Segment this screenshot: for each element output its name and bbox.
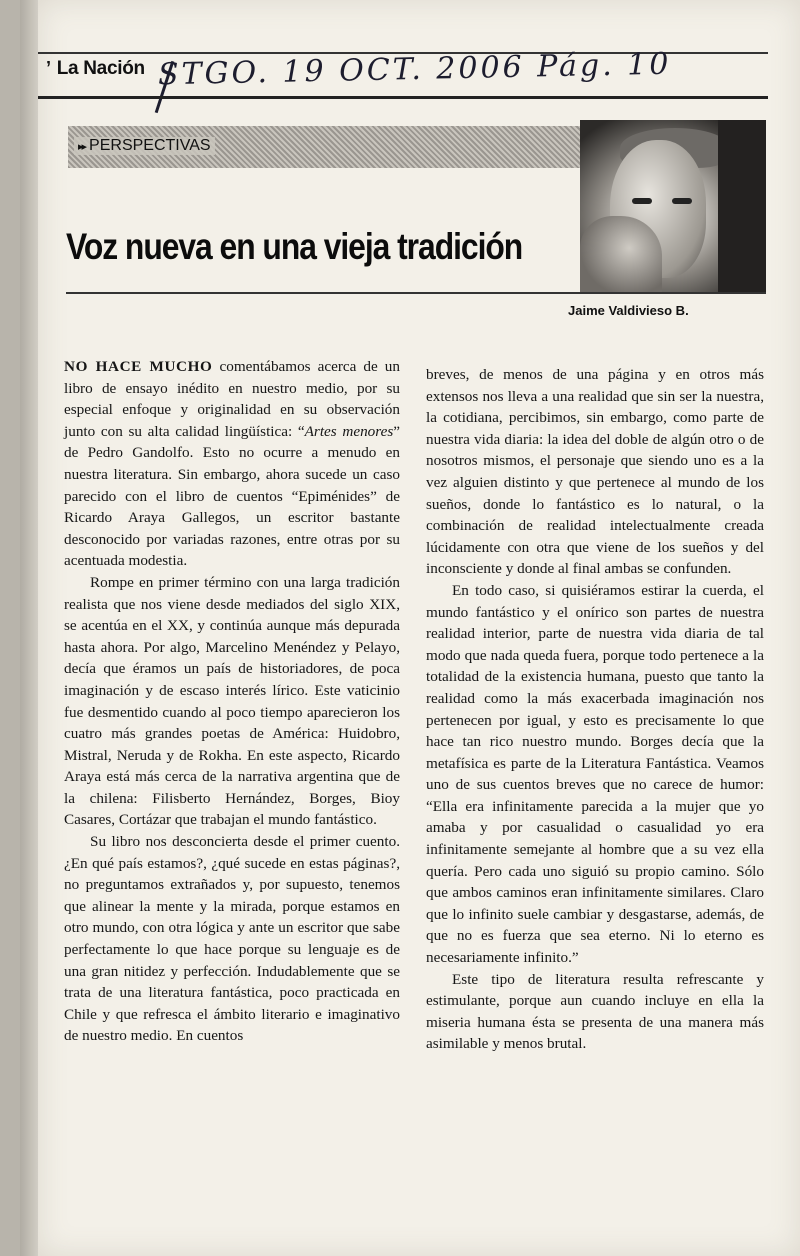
paragraph: Este tipo de literatura resulta refrescante y estimulante, porque aun cuando incluye en ella la miseria humana ésta se presenta de una manera más asimilable y menos brutal. — [426, 970, 764, 1053]
handwritten-date-note: STGO. 19 OCT. 2006 Pág. 10 — [157, 46, 672, 93]
photo-eye-right — [672, 198, 692, 204]
lead-in: NO HACE MUCHO — [64, 358, 213, 375]
author-photo — [580, 120, 766, 292]
paragraph: Rompe en primer término con una larga tradición realista que nos viene desde mediados del siglo XIX, se acentúa en el XX, y continúa aunque más depurada hasta ahora. Por algo, Marcelino Menéndez y Pelayo, decía que éramos un país de historiadores, de poca imaginación y de escaso interés lírico. Este vaticinio fue desmentido cuando al poco tiempo aparecieron los cuatro más grandes poetas de América: Huidobro, Mistral, Neruda y de Rokha. En este aspecto, Ricardo Araya está más cerca de la narrativa argentina que de la chilena: Filisberto Hernández, Borges, Bioy Casares, Cortázar que trabajan el mundo fantástico. — [64, 573, 400, 829]
paragraph: Su libro nos desconcierta desde el primer cuento. ¿En qué país estamos?, ¿qué sucede en estas páginas?, no preguntamos extrañados y, por supuesto, tenemos que alinear la mente y la mirada, porque estamos en otro mundo, con otra lógica y ante un escritor que sabe perfectamente lo que hace porque su lenguaje es de una gran nitidez y perfección. Indudablemente que se trata de una literatura fantástica, poco practicada en Chile y que refresca el ámbito literario e imaginativo de nuestro medio. En cuentos — [64, 833, 400, 1045]
section-label — [74, 137, 215, 155]
paragraph-text: comentábamos acerca de un libro de ensayo inédito en nuestro medio, por su especial enfoque y originalidad en su observación junto con su alta calidad lingüística: “ — [64, 358, 400, 440]
masthead — [46, 58, 145, 80]
photo-hand — [580, 216, 662, 292]
article-column-right — [426, 364, 764, 1055]
masthead-tick: ’ — [46, 58, 51, 78]
photo-shadow — [718, 120, 766, 292]
headline-rule — [66, 292, 766, 294]
photo-eye-left — [632, 198, 652, 204]
section-name: PERSPECTIVAS — [89, 137, 211, 154]
article-column-left — [64, 356, 400, 1047]
article-headline: Voz nueva en una vieja tradición — [66, 226, 523, 267]
masthead-bottom-rule — [38, 96, 768, 99]
paragraph — [64, 356, 400, 572]
book-title: Artes menores — [304, 422, 394, 440]
paragraph: breves, de menos de una página y en otros más extensos nos lleva a una realidad que sin ser la nuestra, la cotidiana, percibimos, sin embargo, como parte de nuestra vida diaria: la idea del doble de algún otro o de nosotros mismos, el personaje que siendo uno es a la vez alguien distinto y que pertenece al mundo de los sueños, donde lo fantástico es lo natural, o la combinación de realidad intelectualmente creada lúcidamente con otra que viene de los sueños y del inconsciente y donde al final ambas se confunden. — [426, 366, 764, 578]
article-byline: Jaime Valdivieso B. — [568, 303, 689, 318]
double-arrow-icon: ▸▸ — [78, 141, 86, 153]
paragraph: En todo caso, si quisiéramos estirar la cuerda, el mundo fantástico y el onírico son partes de nuestra realidad interior, parte de nuestra vida diaria de tal modo que nada queda fuera, porque todo pertenece a la totalidad de la existencia humana, puesto que tanto la realidad como la más exacerbada imaginación nos pertenecen por igual, y esto es precisamente lo que hace tan rico nuestro mundo. Borges decía que la metafísica es parte de la Literatura Fantástica. Veamos uno de sus cuentos breves que no carece de humor: “Ella era infinitamente parecida a la mujer que yo amaba y por casualidad o casualidad yo era infinitamente semejante al hombre que a su vez ella quería. Pero cada uno siguió su propio camino. Sólo que ambos caminos eran infinitamente similares. Claro que lo infinito suele cambiar y desgastarse, además, de que no es fuerza que sea eterno. Ni lo eterno es necesariamente infinito.” — [426, 581, 764, 967]
newspaper-name: La Nación — [56, 58, 145, 79]
paragraph-text: ” de Pedro Gandolfo. Esto no ocurre a menudo en nuestra literatura. Sin embargo, ahora sucede un caso parecido con el libro de cuentos “Epiménides” de Ricardo Araya Gallegos, un escritor bastante desconocido por variadas razones, entre otras por su acentuada modestia. — [64, 422, 401, 570]
